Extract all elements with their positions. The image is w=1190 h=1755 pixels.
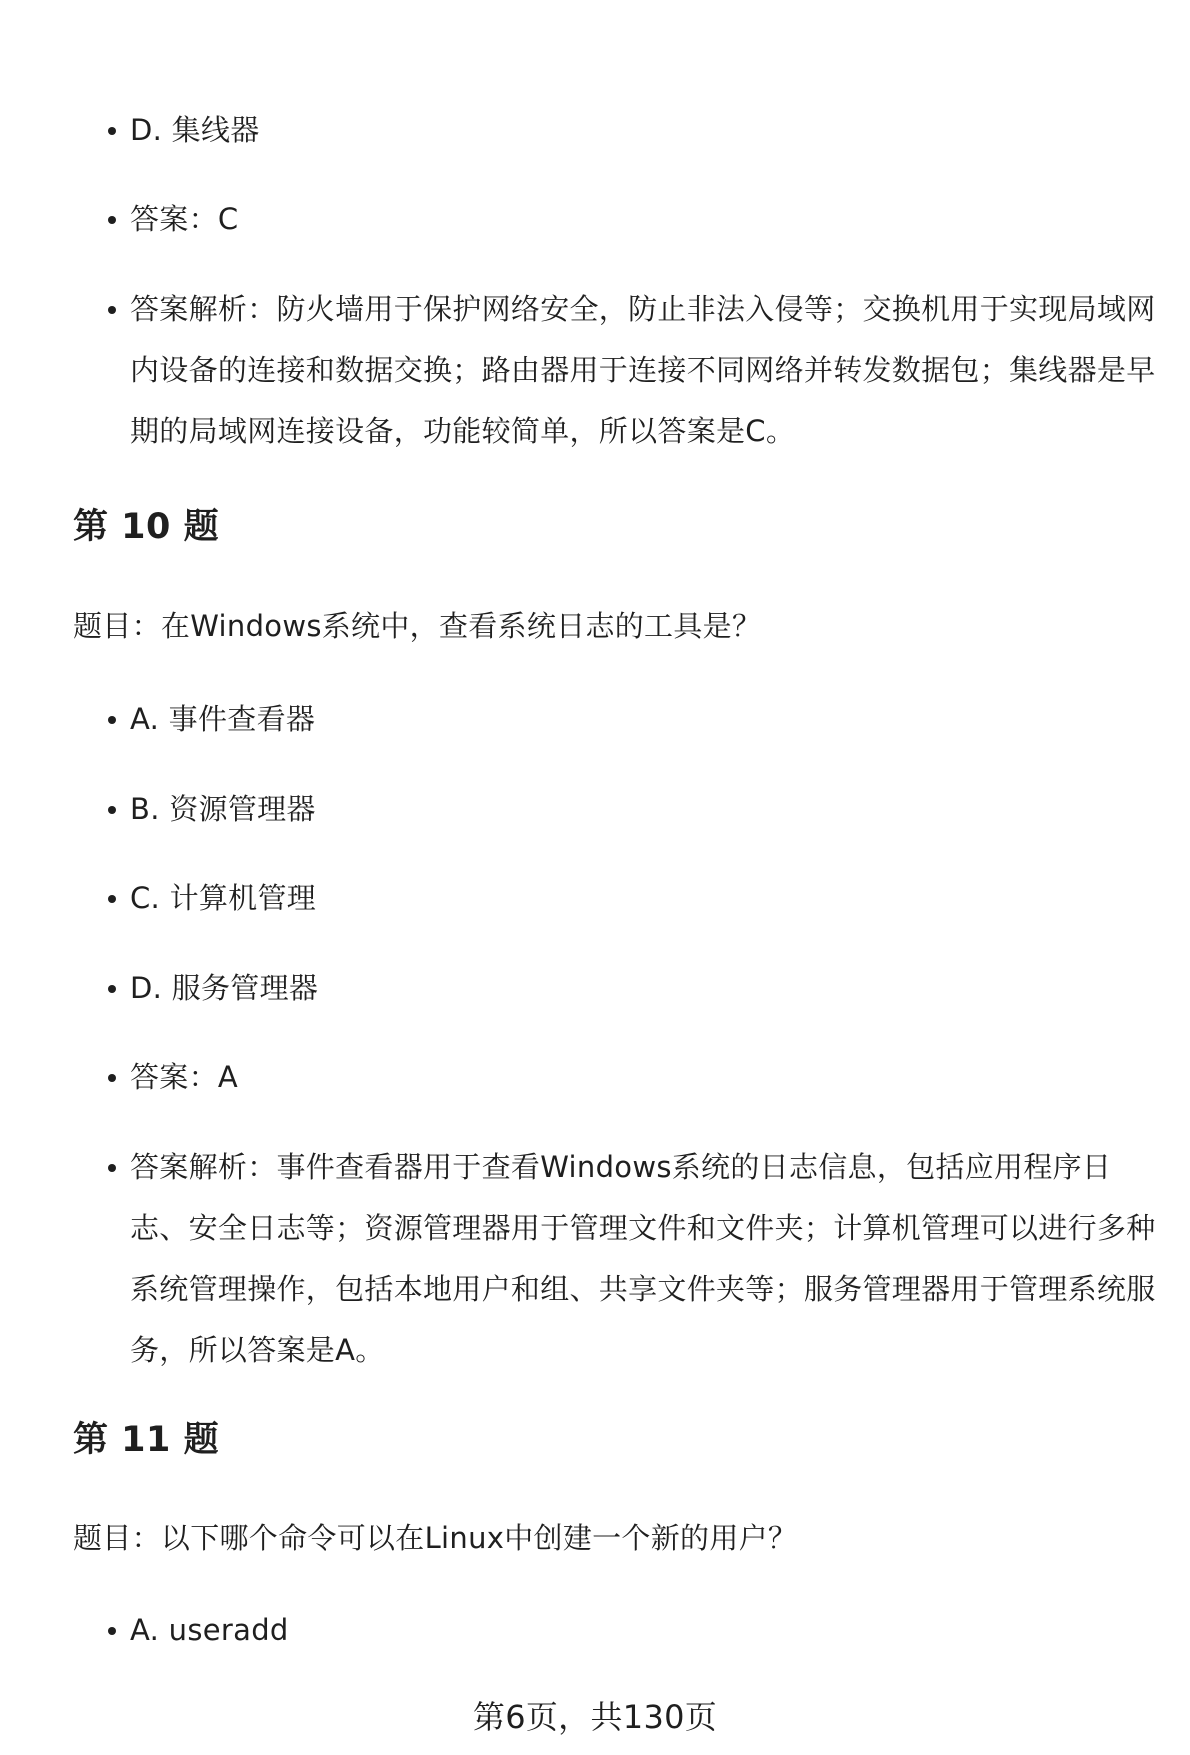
q10-option-b: B. 资源管理器 — [130, 792, 316, 826]
q10-option-c: C. 计算机管理 — [130, 881, 317, 915]
q11-question: 题目：以下哪个命令可以在Linux中创建一个新的用户？ — [73, 1521, 798, 1555]
q10-option-a: A. 事件查看器 — [130, 702, 316, 736]
bullet — [108, 1074, 116, 1082]
q9-answer: 答案：C — [130, 202, 239, 236]
q9-option-d: D. 集线器 — [130, 113, 260, 147]
q10-option-d: D. 服务管理器 — [130, 971, 319, 1005]
list-item — [130, 279, 1160, 462]
q10-question: 题目：在Windows系统中，查看系统日志的工具是？ — [73, 609, 762, 643]
bullet — [108, 216, 116, 224]
bullet — [108, 1164, 116, 1172]
list-item — [130, 779, 1160, 840]
bullet — [108, 127, 116, 135]
q9-explanation: 答案解析：防火墙用于保护网络安全，防止非法入侵等；交换机用于实现局域网内设备的连接和数据交换；路由器用于连接不同网络并转发数据包；集线器是早期的局域网连接设备，功能较简单，所以答案是C。 — [130, 292, 1156, 448]
list-item — [130, 868, 1160, 929]
bullet — [108, 306, 116, 314]
q11-heading: 第 11 题 — [73, 1420, 220, 1460]
page-number: 第6页，共130页 — [472, 1698, 718, 1736]
q10-heading: 第 10 题 — [73, 507, 220, 547]
q10-explanation: 答案解析：事件查看器用于查看Windows系统的日志信息，包括应用程序日志、安全日志等；资源管理器用于管理文件和文件夹；计算机管理可以进行多种系统管理操作，包括本地用户和组、共享文件夹等；服务管理器用于管理系统服务，所以答案是A。 — [130, 1150, 1156, 1367]
bullet — [108, 1627, 116, 1635]
bullet — [108, 716, 116, 724]
list-item — [130, 189, 1160, 250]
list-item — [130, 1600, 1160, 1661]
list-item — [130, 1047, 1160, 1108]
bullet — [108, 985, 116, 993]
bullet — [108, 806, 116, 814]
q10-answer: 答案：A — [130, 1060, 239, 1094]
bullet — [108, 895, 116, 903]
q11-option-a: A. useradd — [130, 1613, 289, 1647]
list-item — [130, 100, 1160, 161]
list-item — [130, 689, 1160, 750]
list-item — [130, 1137, 1160, 1381]
list-item — [130, 958, 1160, 1019]
